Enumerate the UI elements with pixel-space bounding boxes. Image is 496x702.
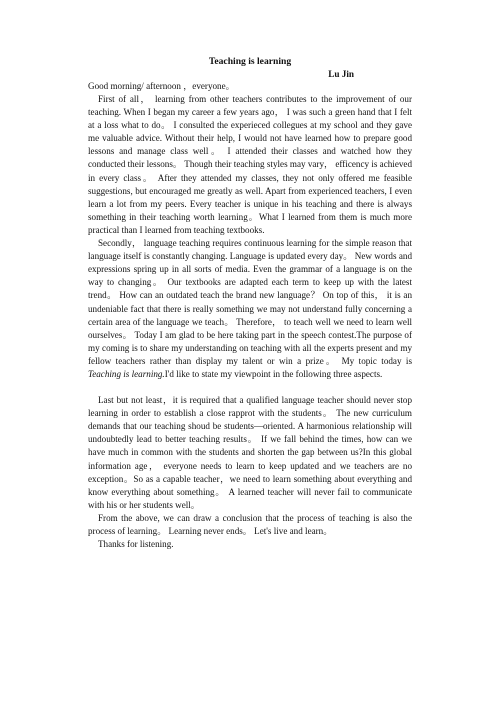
author-name: Lu Jin — [328, 69, 354, 79]
document-page — [88, 55, 412, 551]
speech-topic: Teaching is learning. — [88, 368, 165, 379]
closing-line: Thanks for listening. — [98, 539, 174, 550]
paragraph-conclusion: From the above, we can draw a conclusion that the process of teaching is also the process of learning。 Learning never ends。 Let's live and learn。 — [88, 512, 412, 536]
paragraph-second-body: Secondly， language teaching requires continuous learning for the simple reason that language itself is constantly changing. Language is updated every day。 New words and expressions spring up in all sorts of media. Even the grammar of a language is on the way to changing。 Our textbooks are adapted each term to keep up with the latest trend。 How can an outdated teach the brand new language？ On top of this， it is an undeniable fact that there is really something we may not understand fully concerning a certain area of the language we teach。 Therefore， to teach well we need to learn well ourselves。 Today I am glad to be here taking part in the speech contest.The purpose of my coming is to share my understanding on teaching with all the experts present and my fellow teachers rather than display my talent or win a prize。 My topic today is — [88, 238, 412, 366]
paragraph-third: Last but not least，it is required that a qualified language teacher should never stop learning in order to establish a close rapprot with the students。 The new curriculum demands that our teaching shoud be students—oriented. A harmonious relationship will undoubtedly lead to better teaching results。 If we fall behind the times, how can we have much in common with the students and shorten the gap between us?In this global information age， everyone needs to learn to keep updated and we teachers are no exception。So as a capable teacher，we need to learn something about everything and know everything about something。 A learned teacher will never fail to communicate with his or her students well。 — [88, 395, 412, 510]
paragraph-second-tail: I'd like to state my viewpoint in the following three aspects. — [164, 368, 383, 379]
greeting-line: Good morning/ afternoon ，everyone。 — [88, 81, 235, 91]
document-title: Teaching is learning — [208, 56, 292, 67]
paragraph-first: First of all， learning from other teachers contributes to the improvement of our teaching. When I began my career a few years ago， I was such a green hand that I felt at a loss what to do。 I consulted the experieced collegues at my school and they gave me valuable advice. Without their help, I would not have learned how to prepare good lessons and manage class well。 I attended their classes and watched how they conducted their lessons。 Though their teaching styles may vary， efficency is achieved in every class。 After they attended my classes, they not only offered me feasible suggestions, but encouraged me greatly as well. Apart from experienced teachers, I even learn a lot from my peers. Every teacher is unique in his teaching and there is always something in their teaching worth learning。What I learned from them is much more practical than I learned from teaching textbooks. — [88, 94, 412, 235]
paragraph-second — [88, 237, 412, 381]
